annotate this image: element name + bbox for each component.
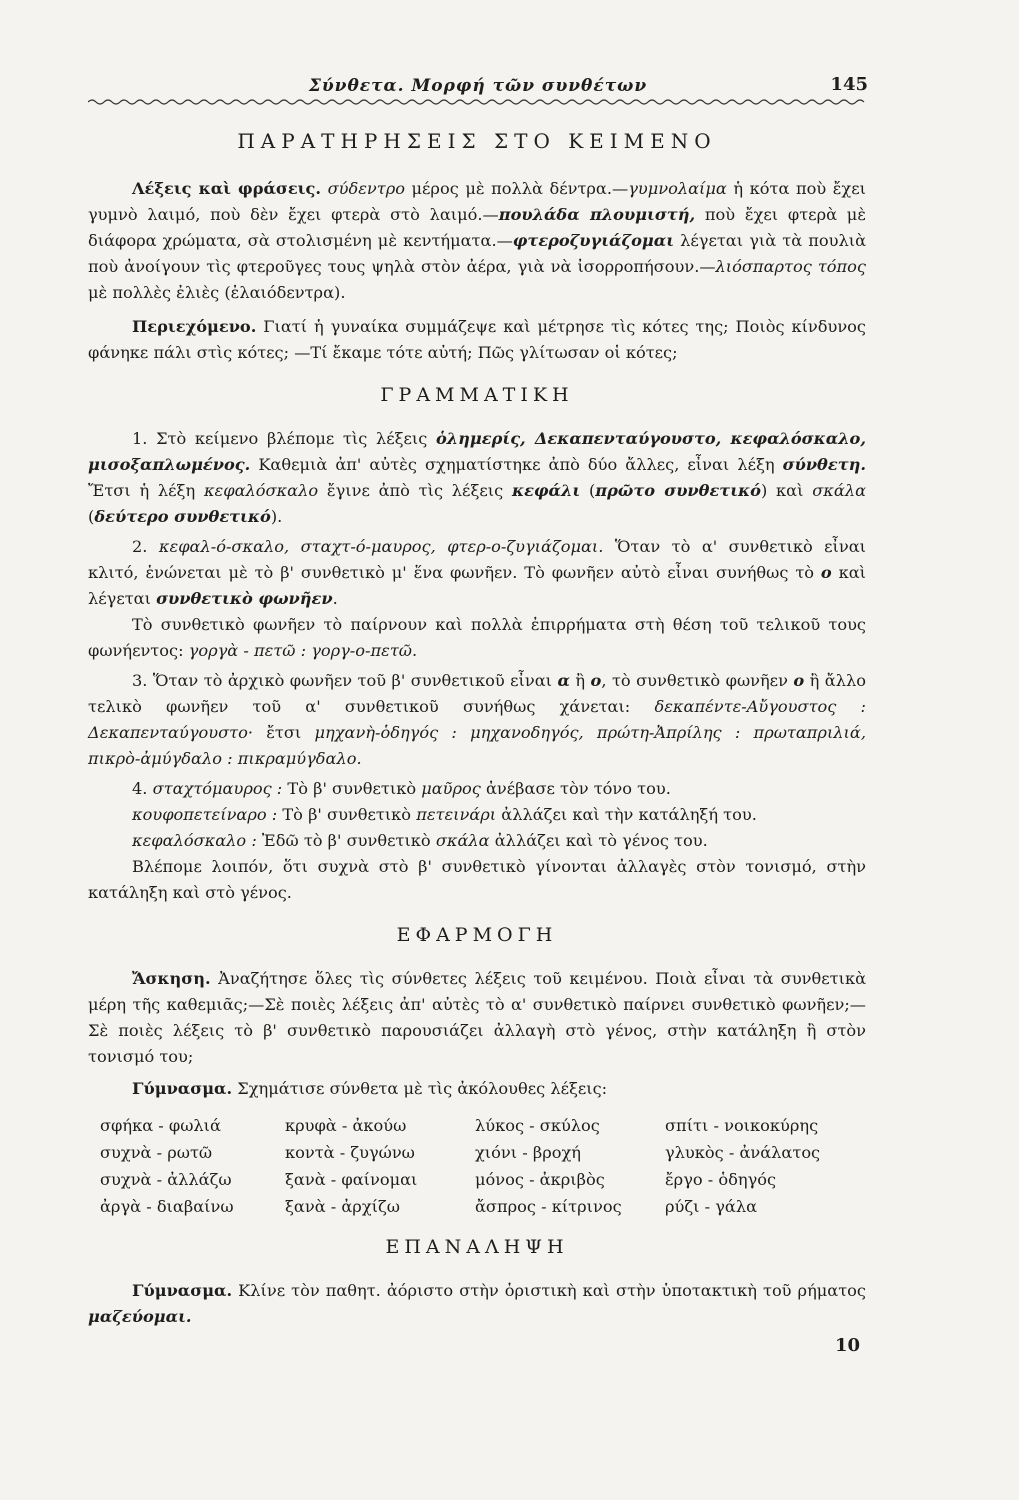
example-words: μηχανὴ-ὁδηγός : μηχανοδηγός, πρώτη-Ἀπρίλης : πρωταπριλιά, πικρὸ-ἀμύγδαλο : πικραμύγδαλο. — [88, 723, 866, 768]
content-questions-paragraph — [88, 314, 866, 366]
grammar-point-3 — [88, 668, 866, 772]
text-run: Ὅταν τὸ α' συνθετικὸ εἶναι κλιτό, ἑνώνεται μὲ τὸ β' συνθετικὸ μ' ἕνα φωνῆεν. Τὸ φωνῆεν αὐτὸ εἶναι συνήθως τὸ — [88, 537, 866, 582]
drill-text: Σχημάτισε σύνθετα μὲ τὶς ἀκόλουθες λέξεις: — [232, 1079, 608, 1098]
grammar-point-1 — [88, 426, 866, 530]
word-pairs-grid — [100, 1112, 866, 1220]
word-pair: ξανὰ - ἀρχίζω — [285, 1197, 400, 1216]
vowel-letter: ο — [793, 671, 805, 690]
grammar-point-5 — [88, 802, 866, 828]
example-word: κεφαλόσκαλο : — [132, 831, 257, 850]
example-word: σκάλα — [435, 831, 490, 850]
vocab-definition: λέγεται γιὰ τὰ πουλιὰ ποὺ ἀνοίγουν τὶς φτεροῦγες τους ψηλὰ στὸν ἀέρα, γιὰ νὰ ἰσορροπήσουν.— — [88, 231, 866, 276]
content-text: Γιατί ἡ γυναίκα συμμάζεψε καὶ μέτρησε τὶς κότες της; Ποιὸς κίνδυνος φάνηκε πάλι στὶς κότες; —Τί ἔκαμε τότε αὐτή; Πῶς γλίτωσαν οἱ κότες; — [88, 317, 866, 362]
text-run: 1. Στὸ κείμενο βλέπομε τὶς λέξεις — [132, 429, 436, 448]
text-run: Ἔτσι ἡ λέξη — [88, 481, 204, 500]
term-first-component: πρῶτο συνθετικό — [595, 481, 761, 500]
vocab-definition: ποὺ ἔχει φτερὰ μὲ διάφορα χρώματα, σὰ στολισμένη μὲ κεντήματα.— — [88, 205, 867, 250]
vocab-term: γυμνολαίμα — [628, 179, 727, 198]
text-run: Τὸ συνθετικὸ φωνῆεν τὸ παίρνουν καὶ πολλὰ ἐπιρρήματα στὴ θέση τοῦ τελικοῦ τους φωνήεντος: — [88, 615, 866, 660]
exercise-paragraph — [88, 966, 866, 1070]
text-run: ( — [88, 507, 95, 526]
vocab-term: πουλάδα πλουμιστή, — [498, 205, 696, 224]
term-second-component: δεύτερο συνθετικό — [94, 507, 271, 526]
vocab-definition: μὲ πολλὲς ἐλιὲς (ἐλαιόδεντρα). — [88, 283, 346, 302]
drill-label: Γύμνασμα. — [132, 1079, 233, 1098]
example-words: κεφαλ-ό-σκαλο, σταχτ-ό-μαυρος, φτερ-ο-ζυγιάζομαι. — [158, 537, 604, 556]
word-pair: κρυφὰ - ἀκούω — [285, 1116, 407, 1135]
section-heading-review: ΕΠΑΝΑΛΗΨΗ — [385, 1236, 569, 1258]
word-pair: σφήκα - φωλιά — [100, 1116, 221, 1135]
text-run: 2. — [132, 537, 159, 556]
text-run: ἀνέβασε τὸν τόνο του. — [480, 779, 671, 798]
text-run: . — [332, 589, 338, 608]
text-run: ἢ ἄλλο τελικὸ φωνῆεν τοῦ α' συνθετικοῦ συνήθως χάνεται: — [88, 671, 866, 716]
section-heading-grammar: ΓΡΑΜΜΑΤΙΚΗ — [380, 384, 574, 406]
vocab-term: φτεροζυγιάζομαι — [512, 231, 675, 250]
word-pair: ξανὰ - φαίνομαι — [285, 1170, 418, 1189]
word-pair: συχνὰ - ἀλλάζω — [100, 1170, 232, 1189]
example-word: κεφαλόσκαλο — [203, 481, 319, 500]
text-run: ἔτσι — [252, 723, 315, 742]
text-run: ἔγινε ἀπὸ τὶς λέξεις — [318, 481, 512, 500]
example-words: δεκαπέντε-Αὔγουστος : Δεκαπενταύγουστο· — [88, 697, 866, 742]
example-word: κουφοπετείναρο : — [132, 805, 278, 824]
text-run: 3. Ὅταν τὸ ἀρχικὸ φωνῆεν τοῦ β' συνθετικοῦ εἶναι — [132, 671, 558, 690]
wavy-rule — [88, 97, 868, 107]
term-linking-vowel: συνθετικὸ φωνῆεν — [156, 589, 333, 608]
grammar-point-6 — [88, 828, 866, 854]
example-words: γοργὰ - πετῶ : γοργ-ο-πετῶ. — [188, 641, 418, 660]
word-pair: συχνὰ - ρωτῶ — [100, 1143, 213, 1162]
text-run: καὶ λέγεται — [88, 563, 866, 608]
exercise-label: Ἄσκηση. — [132, 969, 211, 988]
text-run: ( — [580, 481, 596, 500]
example-word: πετεινάρι — [416, 805, 497, 824]
text-run: Τὸ β' συνθετικὸ — [277, 805, 417, 824]
word-pair: χιόνι - βροχή — [475, 1143, 581, 1162]
grammar-point-2b — [88, 612, 866, 664]
example-word: σκάλα — [812, 481, 867, 500]
text-run: ) καὶ — [760, 481, 813, 500]
page-header — [88, 70, 868, 100]
running-title: Σύνθετα. Μορφή τῶν συνθέτων — [308, 76, 648, 96]
word-pair: ρύζι - γάλα — [665, 1197, 758, 1216]
section-heading-observations: ΠΑΡΑΤΗΡΗΣΕΙΣ ΣΤΟ ΚΕΙΜΕΝΟ — [237, 129, 717, 153]
vocabulary-paragraph — [88, 176, 866, 306]
text-run: ἢ — [569, 671, 591, 690]
vocab-term: λιόσπαρτος τόπος — [715, 257, 866, 276]
text-run: ἀλλάζει καὶ τὸ γένος του. — [489, 831, 708, 850]
vowel-letter: α — [557, 671, 570, 690]
exercise-text: Ἀναζήτησε ὅλες τὶς σύνθετες λέξεις τοῦ κειμένου. Ποιὰ εἶναι τὰ συνθετικὰ μέρη τῆς καθεμιᾶς;—Σὲ ποιὲς λέξεις ἀπ' αὐτὲς τὸ α' συνθετικὸ παίρνει συνθετικὸ φωνῆεν;—Σὲ ποιὲς λέξεις τὸ β' συνθετικὸ παρουσιάζει ἀλλαγὴ στὸ γένος, στὴν κατάληξη ἢ στὸν τονισμό του; — [88, 969, 866, 1066]
example-word: κεφάλι — [511, 481, 581, 500]
word-pair: λύκος - σκύλος — [475, 1116, 600, 1135]
text-run: 4. — [132, 779, 153, 798]
word-pair: ἔργο - ὁδηγός — [665, 1170, 777, 1189]
example-word: μαῦρος — [421, 779, 481, 798]
signature-number: 10 — [834, 1335, 860, 1356]
grammar-point-2 — [88, 534, 866, 612]
word-pair: ἀργὰ - διαβαίνω — [100, 1197, 234, 1216]
page-body — [88, 128, 866, 1330]
vocab-definition: ἡ κότα ποὺ ἔχει γυμνὸ λαιμό, ποὺ δὲν ἔχει φτερὰ στὸ λαιμό.— — [88, 179, 866, 224]
word-pair: μόνος - ἀκριβὸς — [475, 1170, 605, 1189]
section-heading-application: ΕΦΑΡΜΟΓΗ — [396, 924, 558, 946]
review-paragraph — [88, 1278, 866, 1330]
word-pair: ἄσπρος - κίτρινος — [475, 1197, 622, 1216]
grammar-conclusion: Βλέπομε λοιπόν, ὅτι συχνὰ στὸ β' συνθετικὸ γίνονται ἀλλαγὲς στὸν τονισμό, στὴν κατάληξη καὶ στὸ γένος. — [88, 857, 866, 902]
vocab-label: Λέξεις καὶ φράσεις. — [132, 179, 322, 198]
drill-paragraph — [88, 1076, 866, 1102]
vowel-letter: ο — [590, 671, 602, 690]
text-run: Ἐδῶ τὸ β' συνθετικὸ — [256, 831, 436, 850]
vocab-term: σύδεντρο — [327, 179, 405, 198]
content-label: Περιεχόμενο. — [132, 317, 257, 336]
text-run: ἀλλάζει καὶ τὴν κατάληξή του. — [496, 805, 757, 824]
vowel-letter: ο — [820, 563, 832, 582]
word-pair: γλυκὸς - ἀνάλατος — [665, 1143, 821, 1162]
text-run: ). — [270, 507, 283, 526]
word-pair: σπίτι - νοικοκύρης — [665, 1116, 819, 1135]
review-label: Γύμνασμα. — [132, 1281, 233, 1300]
term-compound: σύνθετη. — [782, 455, 866, 474]
example-words: ὁλημερίς, Δεκαπενταύγουστο, κεφαλόσκαλο, μισοξαπλωμένος. — [88, 429, 866, 474]
vocab-definition: μέρος μὲ πολλὰ δέντρα.— — [404, 179, 629, 198]
grammar-point-4 — [88, 776, 866, 802]
review-text: Κλίνε τὸν παθητ. ἀόριστο στὴν ὁριστικὴ καὶ στὴν ὑποτακτικὴ τοῦ ρήματος — [232, 1281, 866, 1300]
text-run: , τὸ συνθετικὸ φωνῆεν — [601, 671, 794, 690]
text-run: Καθεμιὰ ἀπ' αὐτὲς σχηματίστηκε ἀπὸ δύο ἄλλες, εἶναι λέξη — [250, 455, 783, 474]
word-pair: κοντὰ - ζυγώνω — [285, 1143, 415, 1162]
text-run: Τὸ β' συνθετικὸ — [282, 779, 422, 798]
example-word: σταχτόμαυρος : — [152, 779, 283, 798]
review-verb: μαζεύομαι. — [88, 1307, 192, 1326]
page-number: 145 — [830, 74, 868, 95]
